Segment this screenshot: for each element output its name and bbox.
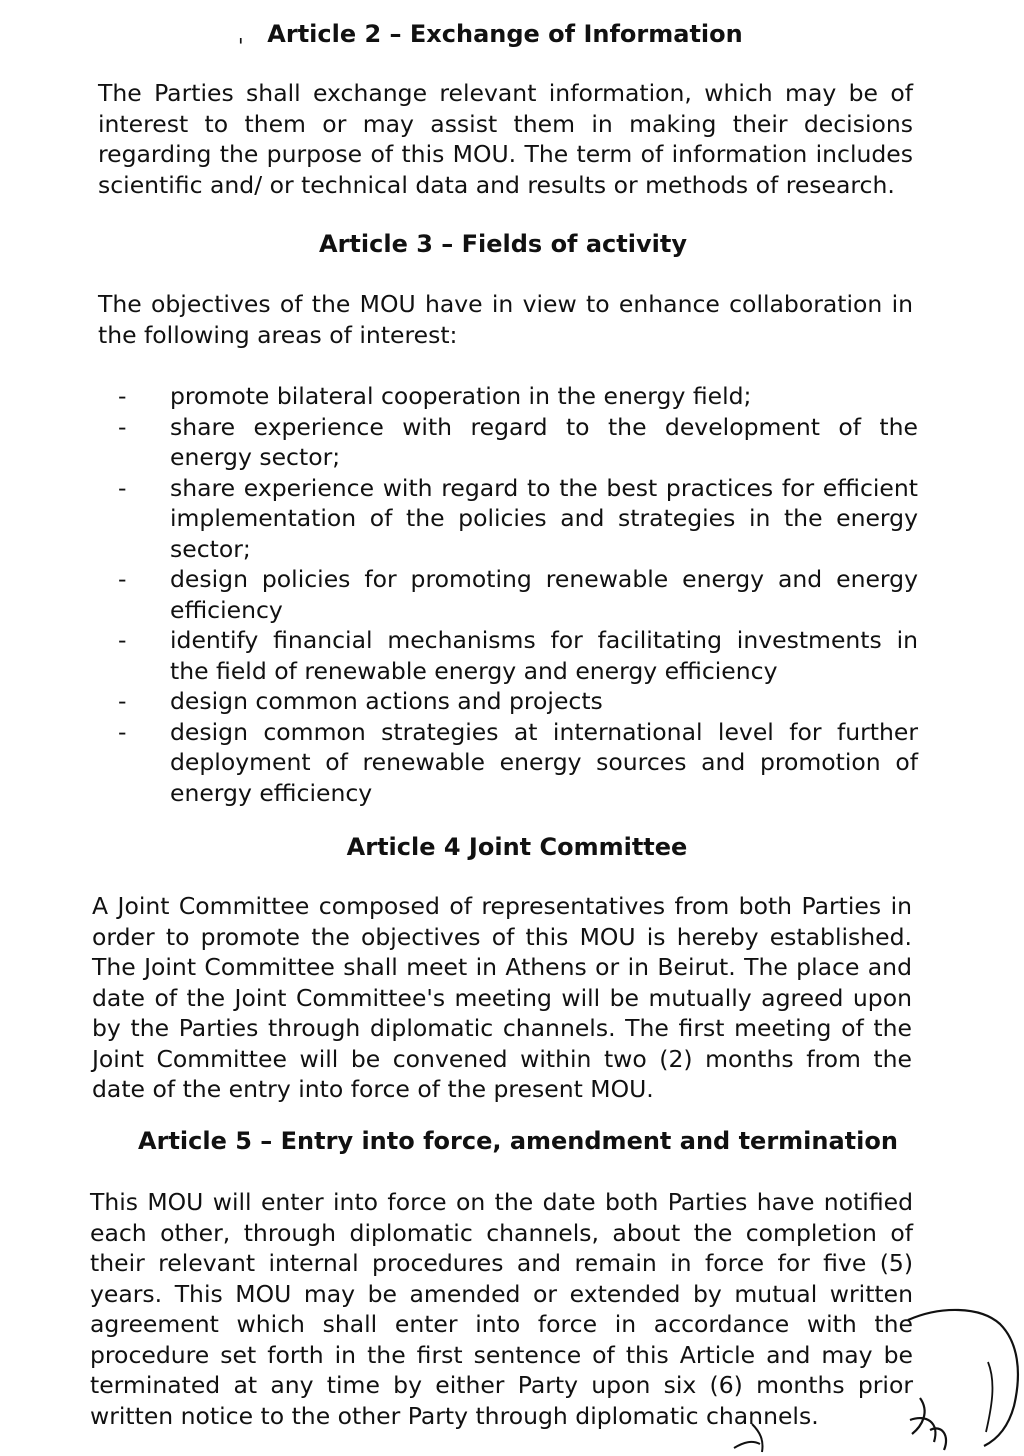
- list-item-text: design policies for promoting renewable energy and energy efficiency: [170, 565, 918, 624]
- list-item: [118, 564, 918, 625]
- article-2-heading: Article 2 – Exchange of Information: [267, 20, 743, 48]
- article-2-body: The Parties shall exchange relevant information, which may be of interest to them or may assist them in making their decisions regarding the purpose of this MOU. The term of information includes scientific and/ or technical data and results or methods of research.: [98, 79, 913, 199]
- article-5-heading: Article 5 – Entry into force, amendment and termination: [138, 1127, 898, 1155]
- page-mark: ': [238, 34, 244, 58]
- list-item: [118, 717, 918, 809]
- article-3-heading: Article 3 – Fields of activity: [319, 230, 687, 258]
- list-item: [118, 473, 918, 565]
- fields-of-activity-list: [118, 381, 918, 808]
- list-item: [118, 686, 918, 717]
- article-4-body: A Joint Committee composed of representatives from both Parties in order to promote the objectives of this MOU is hereby established. The Joint Committee shall meet in Athens or in Beirut. The place and date of the Joint Committee's meeting will be mutually agreed upon by the Parties through diplomatic channels. The first meeting of the Joint Committee will be convened within two (2) months from the date of the entry into force of the present MOU.: [92, 892, 912, 1103]
- initials-mark: [730, 1414, 790, 1454]
- article-4-heading: Article 4 Joint Committee: [346, 833, 688, 861]
- bullet-dash: -: [118, 412, 127, 441]
- list-item-text: share experience with regard to the best practices for efficient implementation of the policies and strategies in the energy sector;: [170, 473, 918, 563]
- list-item-text: design common actions and projects: [170, 687, 603, 715]
- list-item: [118, 381, 918, 412]
- bullet-dash: -: [118, 717, 127, 746]
- handwritten-signature: [900, 1302, 1024, 1452]
- bullet-dash: -: [118, 382, 127, 410]
- list-item-text: share experience with regard to the development of the energy sector;: [170, 412, 918, 471]
- article-3-intro: The objectives of the MOU have in view to enhance collaboration in the following areas of interest:: [98, 290, 913, 349]
- bullet-dash: -: [118, 687, 127, 715]
- article-5-body: This MOU will enter into force on the date both Parties have notified each other, through diplomatic channels, about the completion of their relevant internal procedures and remain in force for five (5) years. This MOU may be amended or extended by mutual written agreement which shall enter into force in accordance with the procedure set forth in the first sentence of this Article and may be terminated at any time by either Party upon six (6) months prior written notice to the other Party through diplomatic channels.: [90, 1188, 913, 1430]
- list-item-text: identify financial mechanisms for facilitating investments in the field of renewable energy and energy efficiency: [170, 626, 918, 685]
- bullet-dash: -: [118, 565, 127, 593]
- bullet-dash: -: [118, 626, 127, 654]
- list-item: [118, 412, 918, 473]
- list-item-text: design common strategies at international level for further deployment of renewable energy sources and promotion of energy efficiency: [170, 717, 918, 807]
- list-item-text: promote bilateral cooperation in the energy field;: [170, 382, 752, 410]
- bullet-dash: -: [118, 473, 127, 502]
- list-item: [118, 625, 918, 686]
